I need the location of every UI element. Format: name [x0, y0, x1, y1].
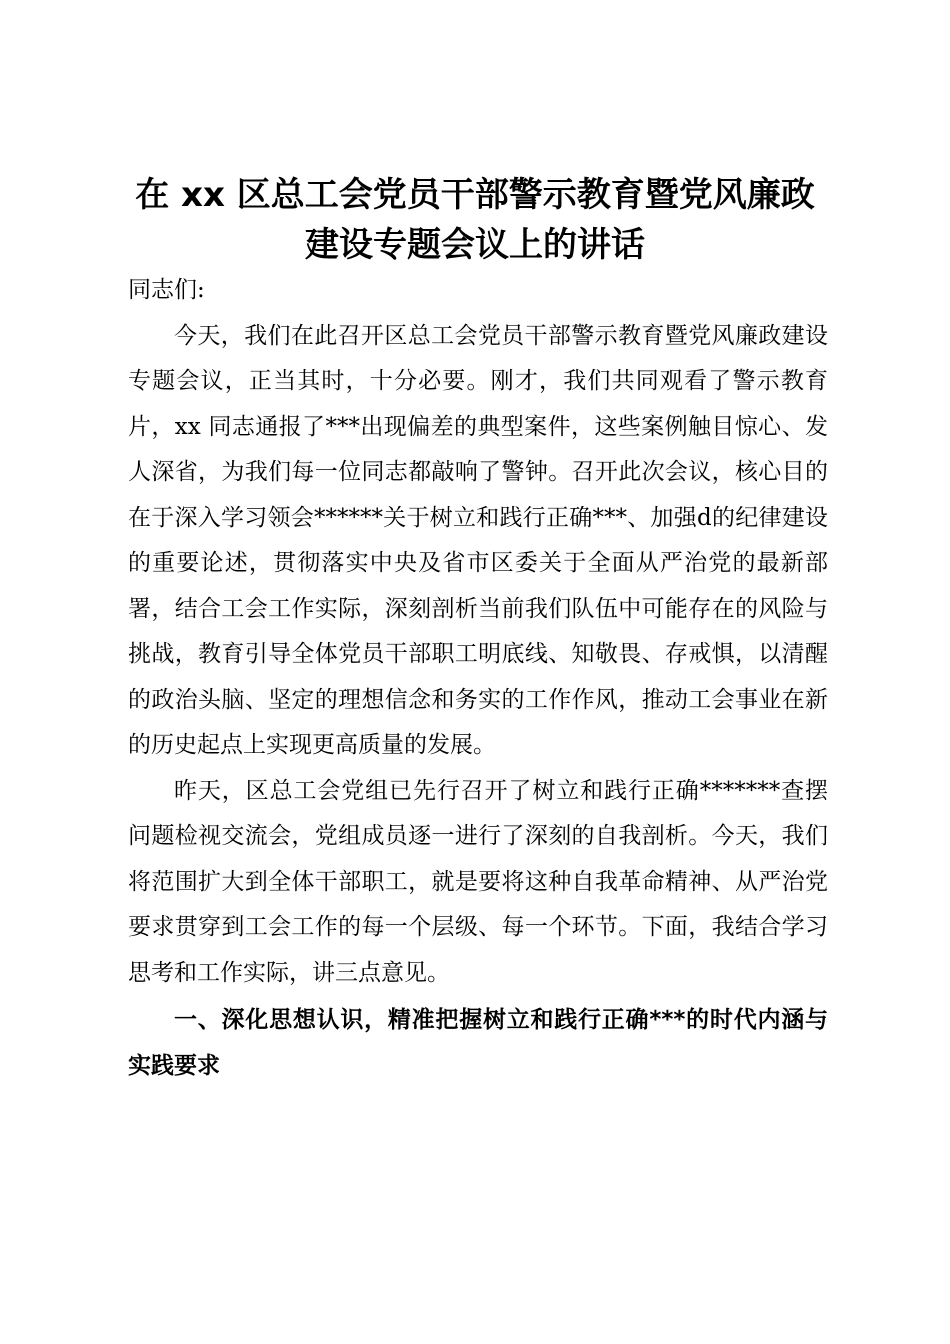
paragraph-2: 昨天，区总工会党组已先行召开了树立和践行正确*******查摆问题检视交流会，党组成员逐一进行了深刻的自我剖析。今天，我们将范围扩大到全体干部职工，就是要将这种自我革命精神、从严治党要求贯穿到工会工作的每一个层级、每一个环节。下面，我结合学习思考和工作实际，讲三点意见。: [128, 777, 828, 986]
document-title: [100, 170, 850, 270]
paragraph-1: 今天，我们在此召开区总工会党员干部警示教育暨党风廉政建设专题会议，正当其时，十分必要。刚才，我们共同观看了警示教育片，xx 同志通报了***出现偏差的典型案件，这些案例触目惊心、发人深省，为我们每一位同志都敲响了警钟。召开此次会议，核心目的在于深入学习领会******关于树立和践行正确***、加强d的纪律建设的重要论述，贯彻落实中央及省市区委关于全面从严治党的最新部署，结合工会工作实际，深刻剖析当前我们队伍中可能存在的风险与挑战，教育引导全体党员干部职工明底线、知敬畏、存戒惧，以清醒的政治头脑、坚定的理想信念和务实的工作作风，推动工会事业在新的历史起点上实现更高质量的发展。: [128, 322, 828, 758]
title-line-2: 建设专题会议上的讲话: [305, 225, 645, 265]
section-heading-1: 一、深化思想认识，精准把握树立和践行正确***的时代内涵与实践要求: [128, 1007, 828, 1079]
title-line-1: 在 xx 区总工会党员干部警示教育暨党风廉政: [135, 175, 815, 215]
greeting: 同志们:: [128, 277, 205, 303]
document-body: [128, 268, 828, 1089]
